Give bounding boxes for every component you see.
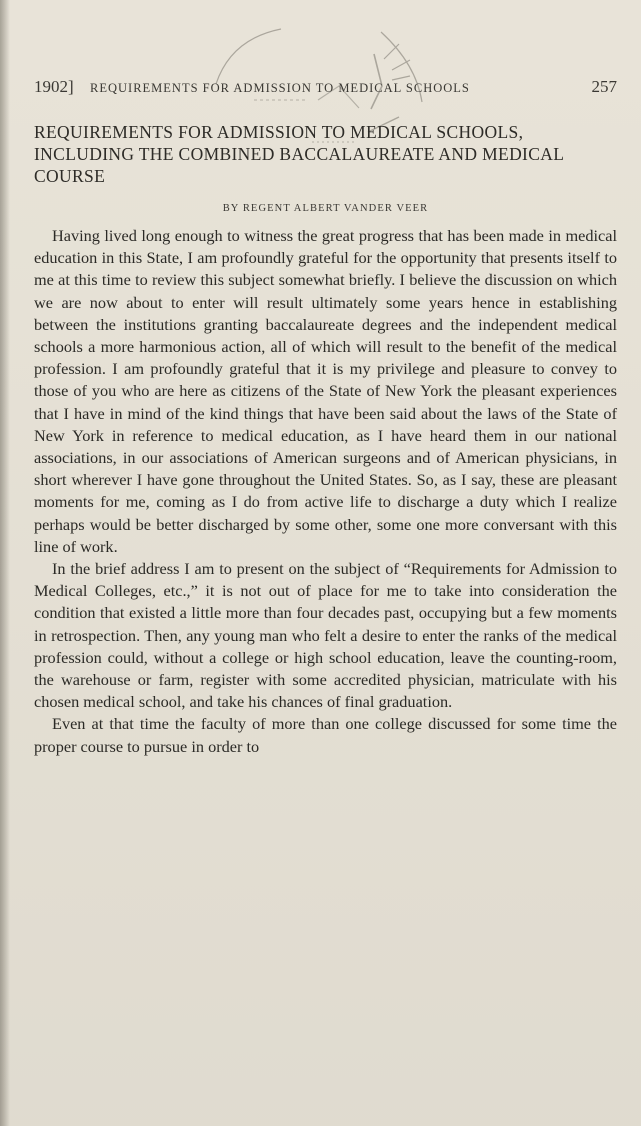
header-year: 1902] — [34, 77, 74, 96]
page-number: 257 — [591, 77, 617, 96]
article-body — [34, 225, 617, 758]
paragraph-3: Even at that time the faculty of more than one college discussed for some time the proper course to pursue in order to — [34, 714, 617, 756]
article-byline: BY REGENT ALBERT VANDER VEER — [222, 203, 429, 214]
running-header — [34, 77, 617, 101]
page-edge-shadow — [0, 0, 10, 1126]
article-title: REQUIREMENTS FOR ADMISSION TO MEDICAL SCHOOLS, INCLUDING THE COMBINED BACCALAUREATE AND MEDICAL COURSE — [34, 122, 564, 186]
paragraph-1: Having lived long enough to witness the great progress that has been made in medical education in this State, I am profoundly grateful for the opportunity that presents itself to me at this time to review this subject somewhat briefly. I believe the discussion on which we are now about to enter will result ultimately some years hence in establishing between the institutions granting baccalaureate degrees and the independent medical schools a more harmonious action, all of which will result to the benefit of the medical profession. I am profoundly grateful that it is my privilege and pleasure to convey to those of you who are here as citizens of the State of New York the pleasant experiences that I have in mind of the kind things that have been said about the laws of the State of New York in reference to medical education, as I have heard them in our national associations, in our associations of American surgeons and of American physicians, in short wherever I have gone throughout the United States. So, as I say, these are pleasant moments for me, coming as I do from active life to discharge a duty which I realize perhaps would be better discharged by some other, some one more conversant with this line of work. — [34, 226, 617, 556]
header-running-title: REQUIREMENTS FOR ADMISSION TO MEDICAL SCHOOLS — [90, 81, 470, 95]
paragraph-2: In the brief address I am to present on the subject of “Requirements for Admission to Medical Colleges, etc.,” it is not out of place for me to take into consideration the condition that existed a little more than four decades past, occupying but a few moments in retrospection. Then, any young man who felt a desire to enter the ranks of the medical profession could, without a college or high school education, leave the counting-room, the warehouse or farm, register with some accredited physician, matriculate with his chosen medical school, and take his chances of final graduation. — [34, 559, 617, 712]
